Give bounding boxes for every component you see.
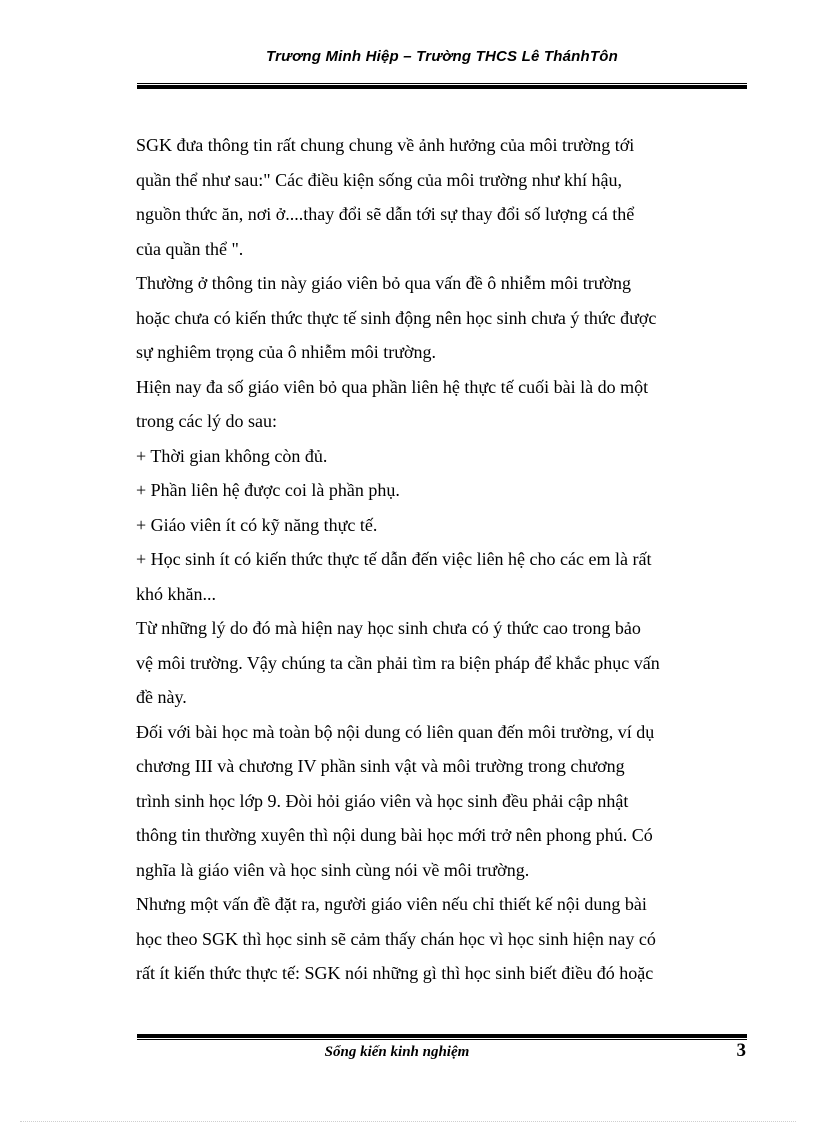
body-line: SGK đưa thông tin rất chung chung về ảnh hưởng của môi trường tới [136,135,635,155]
body-line: sự nghiêm trọng của ô nhiễm môi trường. [136,342,436,362]
body-line: vệ môi trường. Vậy chúng ta cần phải tìm ra biện pháp để khắc phục vấn [136,652,660,673]
body-line: Từ những lý do đó mà hiện nay học sinh chưa có ý thức cao trong bảo [136,618,641,638]
body-line: + Thời gian không còn đủ. [136,445,328,466]
page-bottom-border [20,1121,796,1122]
page-number: 3 [736,1040,746,1061]
header-rule-thick [137,85,747,89]
body-line: Nhưng một vấn đề đặt ra, người giáo viên nếu chỉ thiết kế nội dung bài [136,894,647,914]
body-line: + Phần liên hệ được coi là phần phụ. [136,480,400,500]
body-text [136,128,748,991]
header-rule-thin [137,83,747,84]
footer-rule [137,1034,747,1040]
body-line: đề này. [136,687,187,707]
body-line: + Học sinh ít có kiến thức thực tế dẫn đến việc liên hệ cho các em là rất [136,549,652,569]
body-line: nghĩa là giáo viên và học sinh cùng nói về môi trường. [136,859,530,880]
body-line: rất ít kiến thức thực tế: SGK nói những gì thì học sinh biết điều đó hoặc [136,963,654,983]
body-line: khó khăn... [136,583,216,604]
body-line: + Giáo viên ít có kỹ năng thực tế. [136,514,378,535]
body-line: nguồn thức ăn, nơi ở....thay đổi sẽ dẫn tới sự thay đổi số lượng cá thể [136,204,635,224]
body-line: quần thể như sau:" Các điều kiện sống của môi trường như khí hậu, [136,169,623,190]
body-line: chương III và chương IV phần sinh vật và môi trường trong chương [136,756,625,776]
body-line: Thường ở thông tin này giáo viên bỏ qua vấn đề ô nhiễm môi trường [136,273,631,293]
body-line: trong các lý do sau: [136,411,277,431]
footer-rule-thick [137,1034,747,1038]
header-rule [137,83,747,89]
body-line: Hiện nay đa số giáo viên bỏ qua phần liên hệ thực tế cuối bài là do một [136,376,649,397]
footer-title: Sổng kiến kinh nghiệm [324,1044,470,1060]
body-line: Đối với bài học mà toàn bộ nội dung có liên quan đến môi trường, ví dụ [136,721,655,742]
body-line: hoặc chưa có kiến thức thực tế sinh động nên học sinh chưa ý thức được [136,307,657,328]
body-line: thông tin thường xuyên thì nội dung bài học mới trở nên phong phú. Có [136,825,653,845]
footer-rule-thin [137,1039,747,1040]
header-title: Trương Minh Hiệp – Trường THCS Lê ThánhTôn [266,48,618,65]
body-line: học theo SGK thì học sinh sẽ cảm thấy chán học vì học sinh hiện nay có [136,928,656,949]
body-line: trình sinh học lớp 9. Đòi hỏi giáo viên và học sinh đều phải cập nhật [136,790,629,811]
body-line: của quần thể ". [136,238,244,259]
